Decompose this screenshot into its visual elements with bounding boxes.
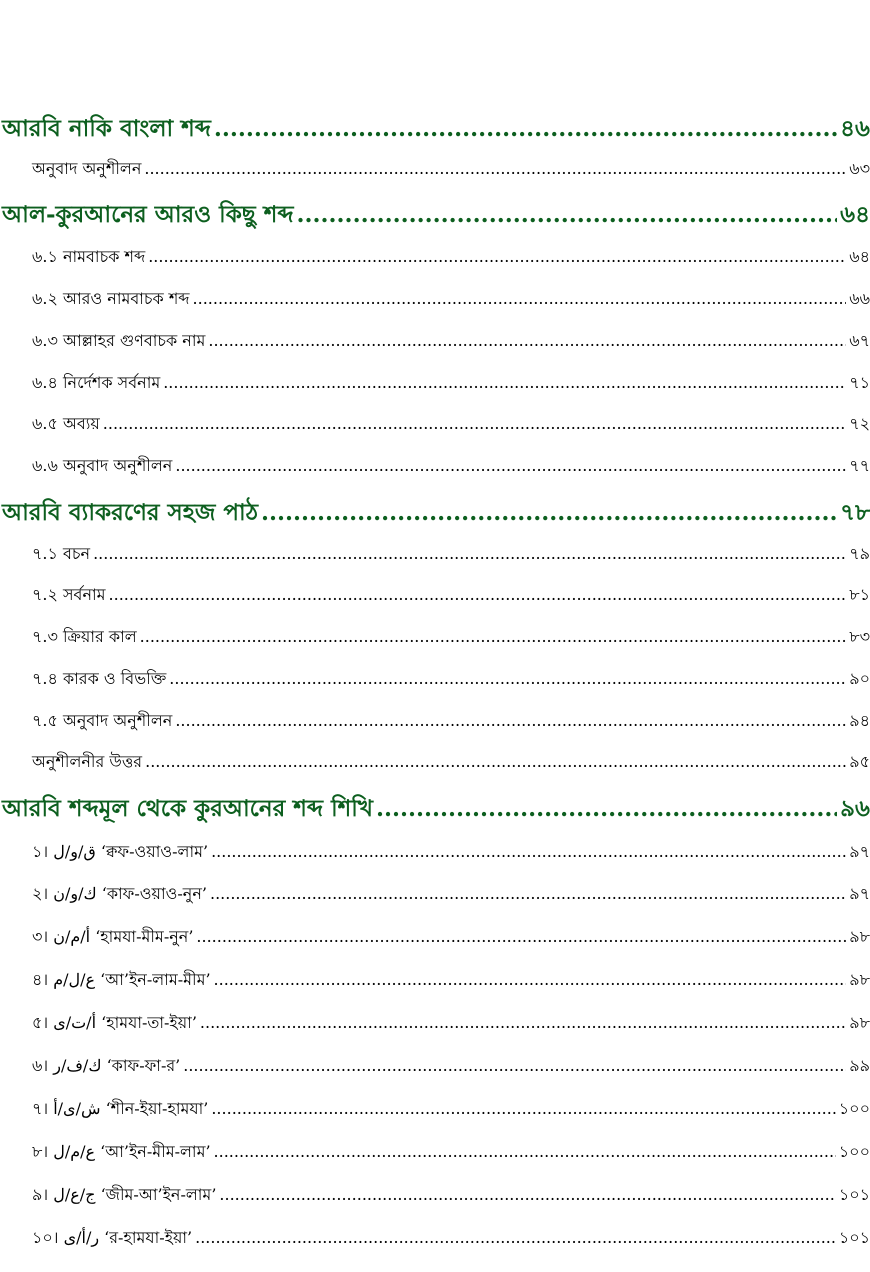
toc-entry[interactable] [0,708,870,735]
toc-entry[interactable] [0,156,870,183]
toc-page-number: ৯৬ [840,795,870,822]
toc-entry[interactable] [0,1182,870,1209]
toc-page-number: ৬৪ [849,247,870,266]
dot-leader [163,373,846,392]
dot-leader [214,1142,836,1161]
toc-page-number: ৭৯ [849,544,870,563]
toc-chapter[interactable] [0,790,870,829]
toc-page-number: ১০১ [838,1228,870,1247]
toc-chapter[interactable] [0,110,870,149]
dot-leader [214,115,837,142]
dot-leader [261,499,837,526]
toc-page-number: ৭৮ [840,499,870,526]
toc-title: ৮। ع/م/ل ‘আ’ইন-মীম-লাম’ [32,1142,211,1161]
toc-page-number: ৯৭ [849,884,870,903]
dot-leader [193,289,847,308]
toc-title: ৭.১ বচন [32,544,91,563]
toc-page-number: ৯৭ [849,842,870,861]
dot-leader [211,1099,835,1118]
toc-title: ৬.৩ আল্লাহর গুণবাচক নাম [32,331,206,350]
toc-title: ৯। ج/ع/ل ‘জীম-আ’ইন-লাম’ [32,1185,217,1204]
toc-title: ৬.১ নামবাচক শব্দ [32,247,146,266]
dot-leader [211,842,846,861]
dot-leader [195,1228,836,1247]
dot-leader [145,752,846,771]
toc-page-number: ৭২ [849,414,870,433]
toc-title: ৭.৫ অনুবাদ অনুশীলন [32,711,173,730]
toc-page-number: ৬৩ [849,159,870,178]
dot-leader [376,795,837,822]
toc-title: ৭। ش/ى/أ ‘শীন-ইয়া-হামযা’ [32,1099,209,1118]
toc-page-number: ৪৬ [840,115,870,142]
toc-page-number: ৮১ [849,585,870,604]
toc-page-number: ১০১ [838,1185,870,1204]
toc-page-number: ৬৭ [849,331,870,350]
toc-title: ৩। أ/م/ن ‘হামযা-মীম-নুন’ [32,927,194,946]
toc-title: ৬.৬ অনুবাদ অনুশীলন [32,456,173,475]
toc-title: ৭.৩ ক্রিয়ার কাল [32,627,137,646]
dot-leader [210,884,846,903]
toc-entry[interactable] [0,541,870,568]
toc-entry[interactable] [0,749,870,776]
toc-chapter[interactable] [0,494,870,533]
toc-entry[interactable] [0,839,870,866]
toc-entry[interactable] [0,1096,870,1123]
dot-leader [183,1056,846,1075]
toc-entry[interactable] [0,1010,870,1037]
toc-title: ৬। ك/ف/ر ‘কাফ-ফা-র’ [32,1056,181,1075]
toc-title: ৬.৫ অব্যয় [32,414,100,433]
toc-entry[interactable] [0,924,870,951]
toc-entry[interactable] [0,411,870,438]
toc-title: ৭.৪ কারক ও বিভক্তি [32,669,167,688]
toc-title: ৫। أ/ت/ى ‘হামযা-তা-ইয়া’ [32,1013,197,1032]
dot-leader [148,247,846,266]
toc-title: আল-কুরআনের আরও কিছু শব্দ [2,201,294,228]
toc-page-number: ৬৪ [840,201,870,228]
toc-title: ২। ك/و/ن ‘কাফ-ওয়াও-নুন’ [32,884,207,903]
toc-entry[interactable] [0,582,870,609]
dot-leader [219,1185,835,1204]
toc-page-number: ৯৪ [849,711,870,730]
toc-title: ৬.৪ নির্দেশক সর্বনাম [32,373,161,392]
toc-title: অনুবাদ অনুশীলন [32,159,142,178]
dot-leader [93,544,846,563]
toc-entry[interactable] [0,328,870,355]
toc-page-number: ৭১ [849,373,870,392]
toc-page-number: ১০০ [838,1142,870,1161]
dot-leader [103,414,846,433]
toc-entry[interactable] [0,370,870,397]
toc-title: অনুশীলনীর উত্তর [32,752,143,771]
toc-title: আরবি ব্যাকরণের সহজ পাঠ [2,499,258,526]
dot-leader [196,927,846,946]
toc-title: ৪। ع/ل/م ‘আ’ইন-লাম-মীম’ [32,970,211,989]
toc-page-number: ১০০ [838,1099,870,1118]
dot-leader [214,970,847,989]
toc-entry[interactable] [0,1225,870,1252]
toc-entry[interactable] [0,453,870,480]
toc-page-number: ৮৩ [849,627,870,646]
toc-entry[interactable] [0,624,870,651]
toc-title: ৭.২ সর্বনাম [32,585,106,604]
dot-leader [144,159,846,178]
toc-page-number: ৭৭ [849,456,870,475]
dot-leader [297,201,838,228]
toc-entry[interactable] [0,881,870,908]
toc-chapter[interactable] [0,196,870,235]
toc-page-number: ৯৯ [849,1056,870,1075]
toc-page-number: ৯৮ [849,1013,870,1032]
dot-leader [140,627,847,646]
dot-leader [175,711,846,730]
toc-page-number: ৯০ [849,669,870,688]
toc-entry[interactable] [0,1053,870,1080]
dot-leader [109,585,847,604]
toc-entry[interactable] [0,286,870,313]
toc-title: ১০। ر/أ/ى ‘র-হামযা-ইয়া’ [32,1228,193,1247]
toc-entry[interactable] [0,1139,870,1166]
dot-leader [169,669,846,688]
toc-title: আরবি নাকি বাংলা শব্দ [2,115,211,142]
toc-entry[interactable] [0,967,870,994]
toc-entry[interactable] [0,244,870,271]
dot-leader [175,456,846,475]
toc-title: ৬.২ আরও নামবাচক শব্দ [32,289,190,308]
dot-leader [208,331,846,350]
toc-page-number: ৯৮ [849,927,870,946]
toc-page-number: ৯৮ [849,970,870,989]
toc-title: আরবি শব্দমূল থেকে কুরআনের শব্দ শিখি [2,795,373,822]
toc-page-number: ৬৬ [849,289,870,308]
toc-title: ১। ق/و/ل ‘ক্বফ-ওয়াও-লাম’ [32,842,209,861]
toc-entry[interactable] [0,666,870,693]
dot-leader [200,1013,846,1032]
toc-page-number: ৯৫ [849,752,870,771]
